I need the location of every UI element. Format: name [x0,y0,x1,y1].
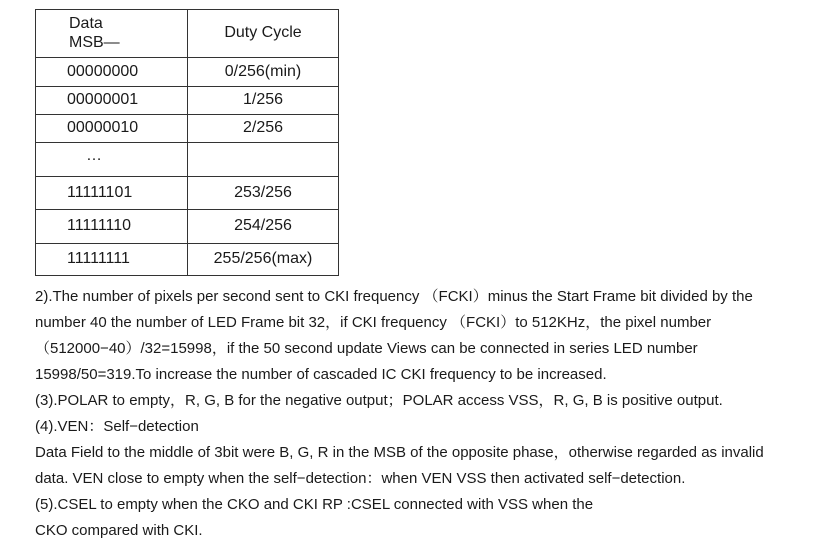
duty-cell: 254/256 [188,210,339,244]
table-row [36,210,339,244]
text-line: （512000−40）/32=15998，if the 50 second update Views can be connected in series LED number [35,340,698,357]
text-line: (4).VEN：Self−detection [35,418,199,435]
text-line: data. VEN close to empty when the self−detection：when VEN VSS then activated self−detection. [35,470,686,487]
duty-cell: 255/256(max) [188,244,339,276]
duty-cycle-header: Duty Cycle [188,10,339,58]
duty-cycle-table [35,9,339,276]
text-line: number 40 the number of LED Frame bit 32，if CKI frequency （FCKI）to 512KHz，the pixel number [35,314,712,331]
table-header-row [36,10,339,58]
data-cell: 00000010 [36,115,188,143]
text-line: (5).CSEL to empty when the CKO and CKI RP :CSEL connected with VSS when the [35,496,594,513]
table-row [36,87,339,115]
data-msb-header [36,10,188,58]
table-row [36,58,339,87]
data-cell: 11111110 [36,210,188,244]
text-line: (3).POLAR to empty，R, G, B for the negative output；POLAR access VSS，R, G, B is positive output. [35,392,723,409]
data-header-line1: Data [69,15,103,33]
data-cell: 00000000 [36,58,188,87]
text-line: CKO compared with CKI. [35,522,203,539]
duty-cell: 0/256(min) [188,58,339,87]
text-line: 2).The number of pixels per second sent to CKI frequency （FCKI）minus the Start Frame bit divided by the [35,288,753,305]
duty-cycle-table-container [35,9,339,276]
text-line: 15998/50=319.To increase the number of cascaded IC CKI frequency to be increased. [35,366,607,383]
text-line: Data Field to the middle of 3bit were B, G, R in the MSB of the opposite phase，otherwise regarded as invalid [35,444,764,461]
duty-cell: 253/256 [188,177,339,210]
table-row [36,115,339,143]
data-cell: 00000001 [36,87,188,115]
description-text [35,284,835,544]
ellipsis-cell: … [36,143,188,177]
table-row [36,244,339,276]
table-row [36,143,339,177]
data-header-line2: MSB— [69,33,120,51]
table-row [36,177,339,210]
data-cell: 11111101 [36,177,188,210]
duty-cell [188,143,339,177]
duty-cell: 2/256 [188,115,339,143]
data-cell: 11111111 [36,244,188,276]
duty-cell: 1/256 [188,87,339,115]
